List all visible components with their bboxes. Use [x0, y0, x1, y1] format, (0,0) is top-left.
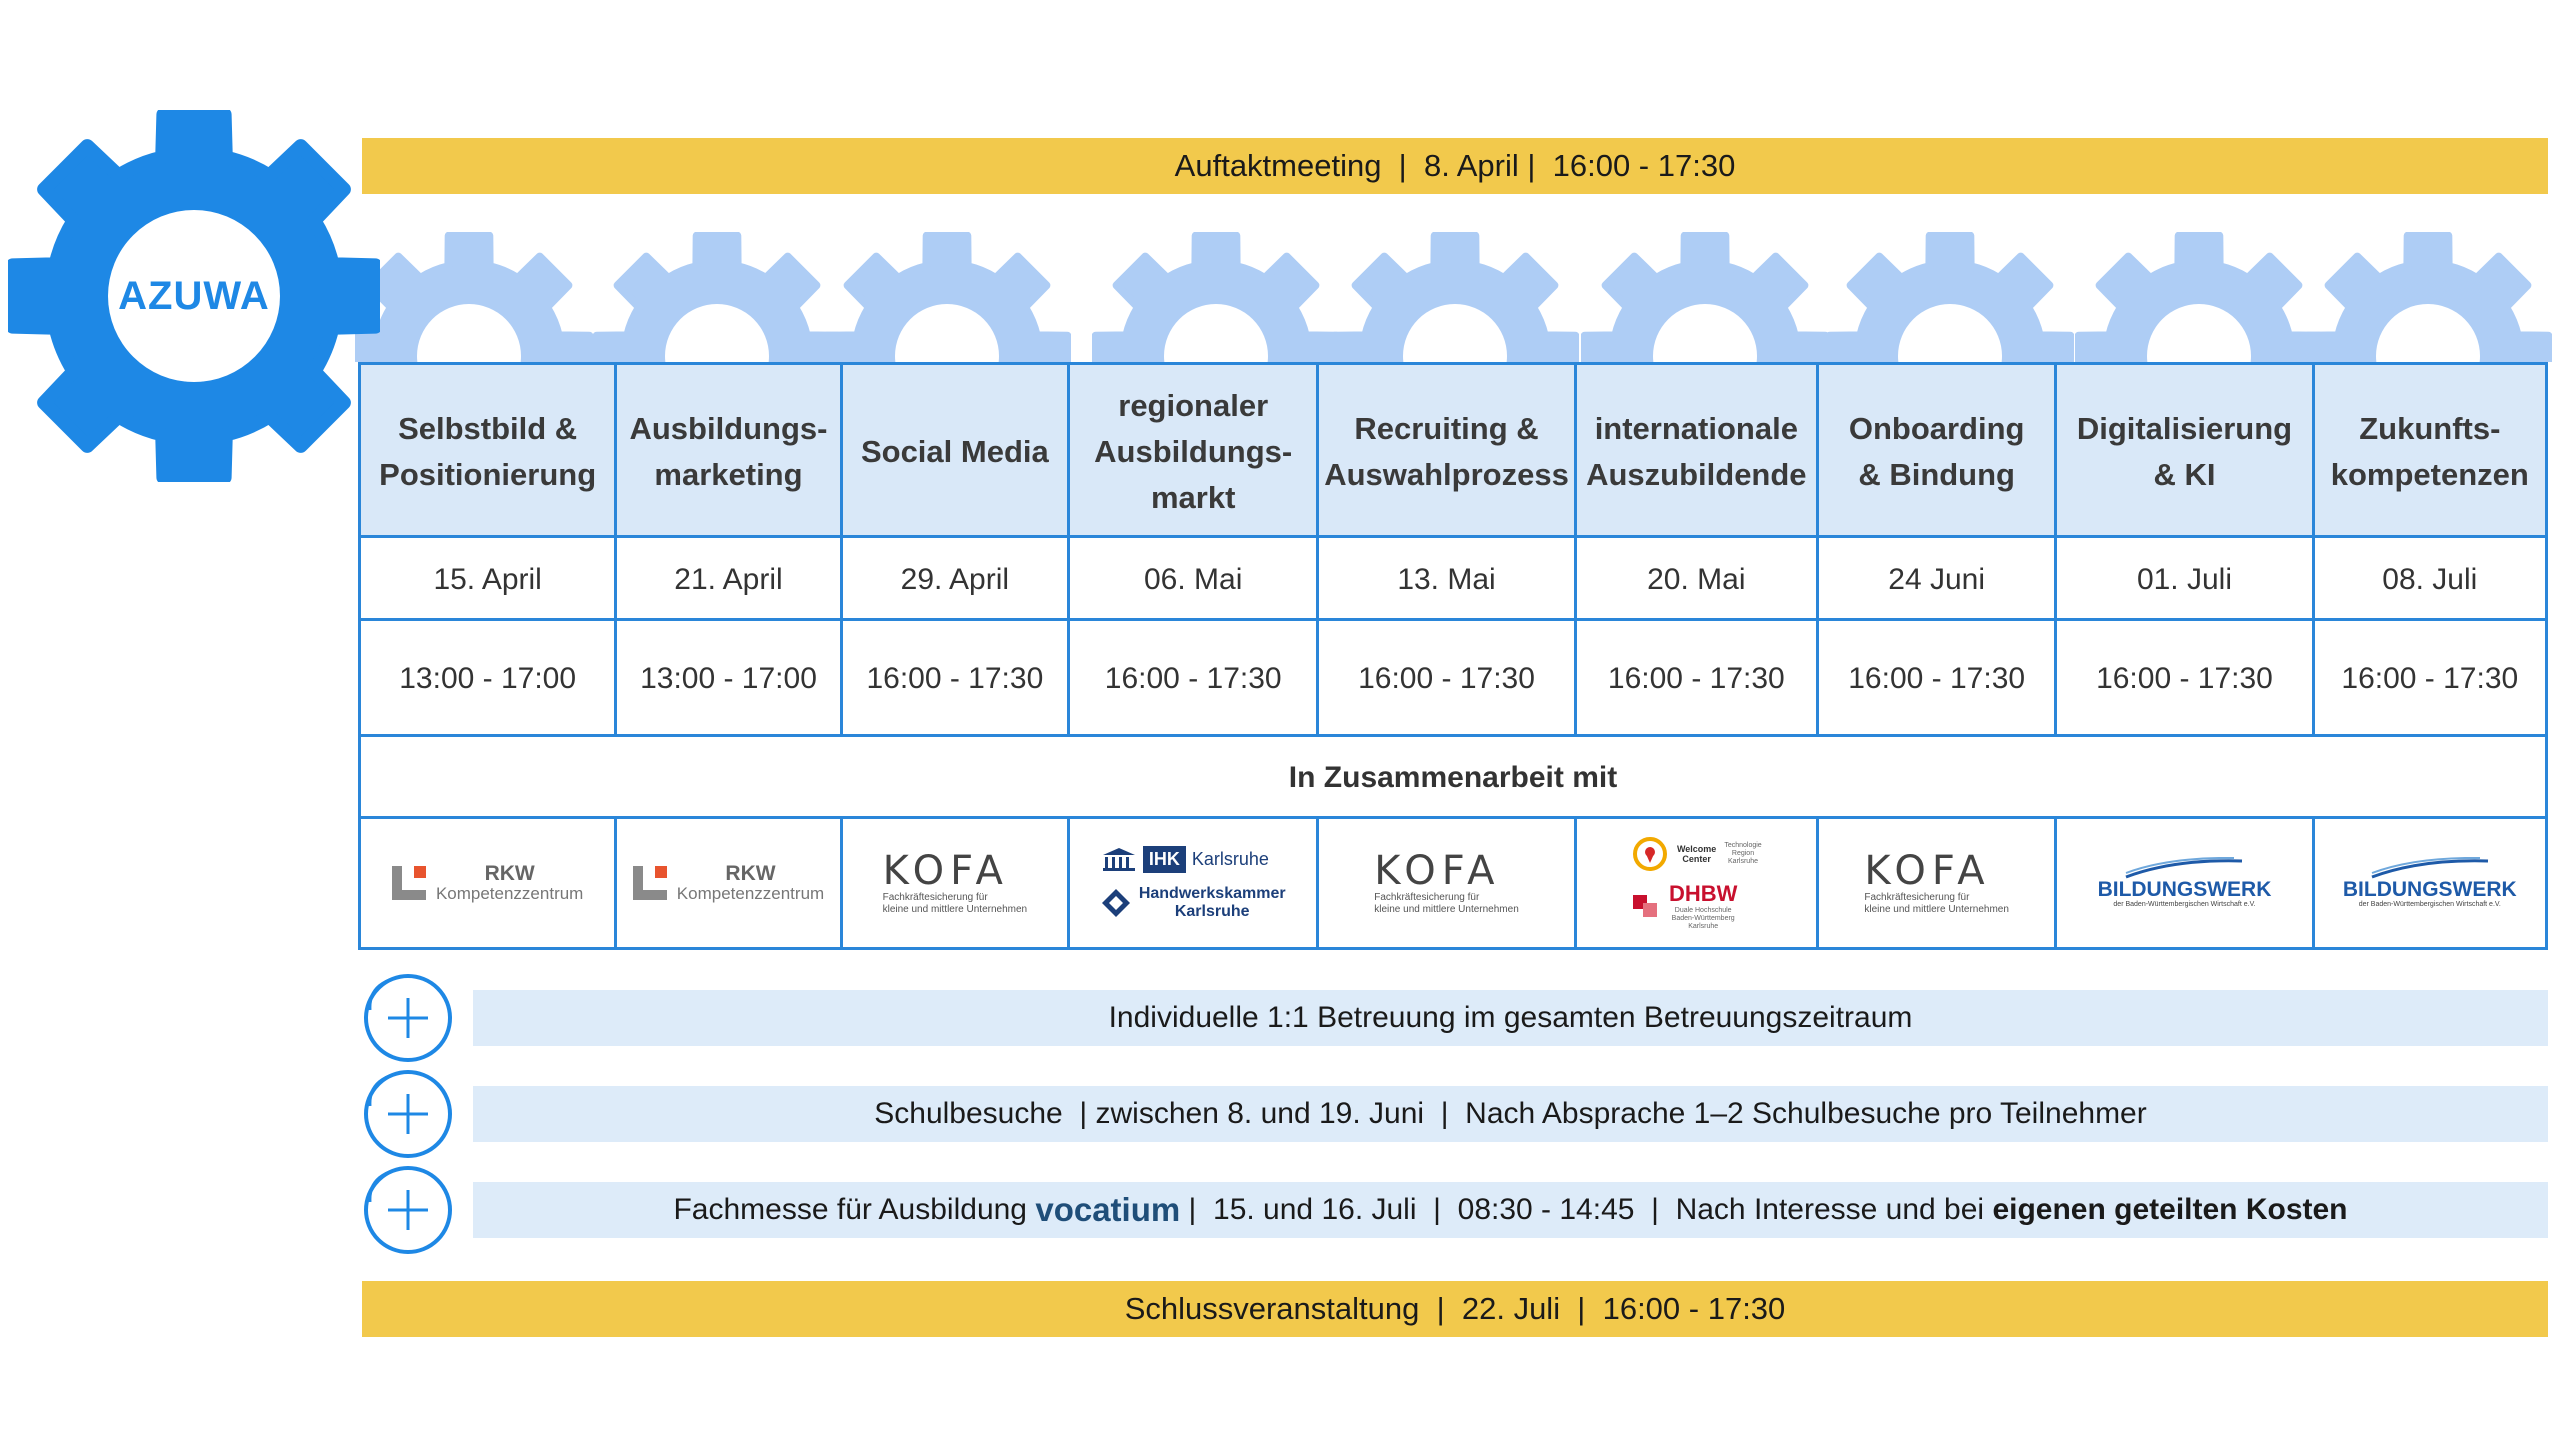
module-date: 08. Juli [2382, 562, 2478, 596]
dhbw-logo-icon [1631, 891, 1661, 921]
kickoff-bar [362, 138, 2548, 194]
partner-logo-welcome-dhbw: Welcome Center Technologie Region Karlsruhe DHBW Duale Hochschule Baden-Württemberg Karlsruhe [1577, 819, 1819, 947]
module-time: 16:00 - 17:30 [866, 662, 1044, 695]
module-date-cell [1070, 538, 1319, 621]
module-time: 13:00 - 17:00 [640, 662, 817, 695]
small-gear-icon [2075, 232, 2323, 362]
module-time-cell [1070, 621, 1319, 737]
module-time-cell [2315, 621, 2545, 737]
small-gear-icon [2304, 232, 2552, 362]
partner-logo-kofa: KOFA Fachkräftesicherung für kleine und mittlere Unternehmen [843, 819, 1070, 947]
module-date: 21. April [674, 562, 783, 596]
topics-row [361, 365, 2545, 538]
module-topic: Onboarding & Bindung [1848, 410, 2025, 492]
gear-decoration-row [355, 222, 2555, 362]
plus-circle-icon [360, 1066, 456, 1162]
small-gear-icon [1826, 232, 2074, 362]
small-gear-icon [1092, 232, 1340, 362]
collaboration-label: In Zusammenarbeit mit [1288, 761, 1618, 794]
rkw-name: RKW [725, 862, 776, 885]
module-topic: Ausbildungs- marketing [629, 410, 828, 492]
module-date: 20. Mai [1647, 562, 1746, 596]
module-topic-cell [1070, 365, 1319, 538]
module-date-cell [2315, 538, 2545, 621]
module-topic-cell [2057, 365, 2314, 538]
small-gear-icon [1331, 232, 1579, 362]
module-topic-cell [2315, 365, 2545, 538]
extra-school-visits-text: Schulbesuche | zwischen 8. und 19. Juni | Nach Absprache 1–2 Schulbesuche pro Teilnehmer [874, 1097, 2147, 1130]
extra-coaching-text: Individuelle 1:1 Betreuung im gesamten Betreuungszeitraum [1108, 1001, 1913, 1034]
module-topic-cell [1819, 365, 2057, 538]
module-time-cell [2057, 621, 2314, 737]
hwk-logo-icon [1101, 888, 1131, 918]
partner-logo-rkw [361, 819, 617, 947]
kickoff-text: Auftaktmeeting | 8. April | 16:00 - 17:30 [1174, 148, 1736, 183]
vocatium-logo: vocatium [1035, 1191, 1181, 1228]
module-date-cell [361, 538, 617, 621]
module-topic: Digitalisierung & KI [2076, 410, 2293, 492]
plus-circle-icon [360, 970, 456, 1066]
small-gear-icon [355, 232, 593, 362]
times-row [361, 621, 2545, 737]
rkw-name: RKW [484, 862, 535, 885]
bildungswerk-swoosh-icon [2370, 857, 2490, 879]
partner-logos-row [361, 819, 2545, 947]
module-time-cell [1319, 621, 1576, 737]
partner-logo-kofa: KOFA Fachkräftesicherung für kleine und mittlere Unternehmen [1319, 819, 1576, 947]
partner-logo-rkw [617, 819, 842, 947]
closing-bar [362, 1281, 2548, 1337]
module-time: 16:00 - 17:30 [1607, 662, 1785, 695]
extra-fair-bar: Fachmesse für Ausbildung vocatium | 15. und 16. Juli | 08:30 - 14:45 | Nach Interesse und bei eigenen geteilten Kosten [473, 1182, 2548, 1238]
module-date: 29. April [900, 562, 1010, 596]
schedule-table [358, 362, 2548, 950]
rkw-logo-icon [392, 866, 426, 900]
module-topic: Social Media [860, 433, 1049, 469]
bildungswerk-swoosh-icon [2124, 857, 2244, 879]
closing-text: Schlussveranstaltung | 22. Juli | 16:00 - 17:30 [1124, 1291, 1786, 1326]
module-topic: regionaler Ausbildungs- markt [1094, 387, 1293, 515]
kofa-name: KOFA [1374, 848, 1501, 894]
module-topic: Zukunfts- kompetenzen [2330, 410, 2529, 492]
extra-coaching-bar [473, 990, 2548, 1046]
module-time: 16:00 - 17:30 [1104, 662, 1282, 695]
extra-school-visits-bar [473, 1086, 2548, 1142]
module-topic-cell [1577, 365, 1819, 538]
ihk-building-icon [1101, 847, 1137, 871]
plus-circle-icon [360, 1162, 456, 1258]
small-gear-icon [593, 232, 841, 362]
module-date-cell [1319, 538, 1576, 621]
module-time: 13:00 - 17:00 [399, 662, 577, 695]
kofa-name: KOFA [882, 848, 1009, 894]
module-date: 24 Juni [1888, 562, 1986, 596]
module-topic: Recruiting & Auswahlprozess [1324, 410, 1569, 492]
partner-logo-bildungswerk: BILDUNGSWERK der Baden-Württembergischen Wirtschaft e.V. [2057, 819, 2314, 947]
partner-logo-bildungswerk: BILDUNGSWERK der Baden-Württembergischen Wirtschaft e.V. [2315, 819, 2545, 947]
rkw-sub: Kompetenzzentrum [435, 884, 584, 903]
module-date: 06. Mai [1144, 562, 1243, 596]
small-gear-icon [1581, 232, 1829, 362]
module-topic: internationale Auszubildende [1586, 410, 1807, 492]
module-time: 16:00 - 17:30 [2096, 662, 2273, 695]
azuwa-label: AZUWA [118, 273, 270, 318]
small-gear-icon [823, 232, 1071, 362]
partner-logo-kofa: KOFA Fachkräftesicherung für kleine und mittlere Unternehmen [1819, 819, 2057, 947]
module-time-cell [361, 621, 617, 737]
module-time: 16:00 - 17:30 [1848, 662, 2026, 695]
module-topic-cell [617, 365, 842, 538]
module-time-cell [1577, 621, 1819, 737]
module-time: 16:00 - 17:30 [2341, 662, 2519, 695]
extra-fair-cost-note: eigenen geteilten Kosten [1992, 1193, 2348, 1226]
welcome-center-icon [1631, 835, 1669, 873]
module-time-cell [1819, 621, 2057, 737]
module-time-cell [617, 621, 842, 737]
module-date-cell [617, 538, 842, 621]
rkw-logo-icon [633, 866, 667, 900]
kofa-name: KOFA [1864, 848, 1991, 894]
module-date-cell [1819, 538, 2057, 621]
module-time-cell [843, 621, 1070, 737]
rkw-sub: Kompetenzzentrum [676, 884, 825, 903]
extra-fair-text: Fachmesse für Ausbildung [673, 1193, 1036, 1226]
partner-logo-ihk-hwk: IHK Karlsruhe Handwerkskammer Karlsruhe [1070, 819, 1319, 947]
module-date: 01. Juli [2136, 562, 2232, 596]
module-date-cell [843, 538, 1070, 621]
module-date-cell [1577, 538, 1819, 621]
module-date: 13. Mai [1397, 562, 1496, 596]
module-date-cell [2057, 538, 2314, 621]
module-topic: Selbstbild & Positionierung [379, 410, 597, 492]
dates-row [361, 538, 2545, 621]
module-date: 15. April [433, 562, 542, 596]
module-topic-cell [361, 365, 617, 538]
module-time: 16:00 - 17:30 [1358, 662, 1535, 695]
module-topic-cell [843, 365, 1070, 538]
collaboration-row [361, 737, 2545, 819]
module-topic-cell [1319, 365, 1576, 538]
